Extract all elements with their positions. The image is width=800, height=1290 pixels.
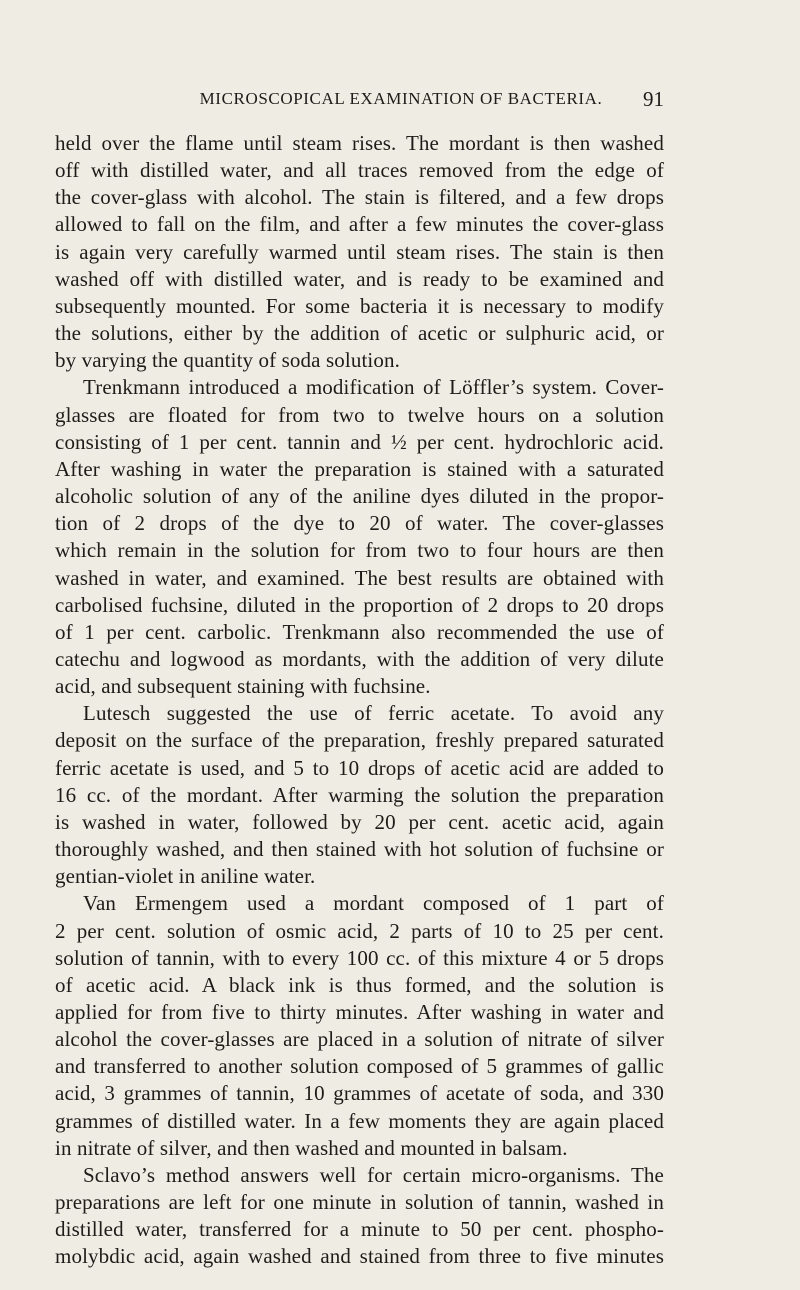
text-line: glasses are floated for from two to twelve hours on a solution [55,402,664,427]
text-line: is again very carefully warmed until steam rises. The stain is then [55,239,664,264]
text-line: Sclavo’s method answers well for certain micro-organisms. The [83,1162,664,1187]
text-line: Trenkmann introduced a modification of Löffler’s system. Cover- [83,375,664,400]
text-line: ferric acetate is used, and 5 to 10 drops of acetic acid are added to [55,755,664,780]
body-text [55,130,664,1271]
text-line: After washing in water the preparation is stained with a saturated [55,456,664,481]
text-line: by varying the quantity of soda solution. [55,348,400,373]
text-line: washed in water, and examined. The best results are obtained with [55,565,664,590]
text-line: tion of 2 drops of the dye to 20 of water. The cover-glasses [55,511,664,536]
text-line: and transferred to another solution composed of 5 grammes of gallic [55,1054,664,1079]
text-line: 16 cc. of the mordant. After warming the solution the preparation [55,782,664,807]
text-line: deposit on the surface of the preparation, freshly prepared saturated [55,728,664,753]
text-line: allowed to fall on the film, and after a few minutes the cover-glass [55,212,664,237]
text-line: catechu and logwood as mordants, with the addition of very dilute [55,646,664,671]
text-line: washed off with distilled water, and is ready to be examined and [55,266,664,291]
text-line: grammes of distilled water. In a few moments they are again placed [55,1108,664,1133]
text-line: of acetic acid. A black ink is thus formed, and the solution is [55,972,664,997]
page-number: 91 [643,87,664,111]
text-line: gentian-violet in aniline water. [55,864,316,889]
text-line: acid, and subsequent staining with fuchsine. [55,674,431,699]
running-title: MICROSCOPICAL EXAMINATION OF BACTERIA. [199,89,603,108]
text-line: which remain in the solution for from two to four hours are then [55,538,664,563]
running-head [138,84,664,114]
text-line: held over the flame until steam rises. The mordant is then washed [55,131,664,155]
text-line: alcohol the cover-glasses are placed in a solution of nitrate of silver [55,1027,664,1052]
text-line: of 1 per cent. carbolic. Trenkmann also recommended the use of [55,619,664,644]
text-line: distilled water, transferred for a minute to 50 per cent. phospho- [55,1217,664,1242]
text-line: applied for from five to thirty minutes. After washing in water and [55,1000,664,1024]
text-line: Lutesch suggested the use of ferric acetate. To avoid any [83,701,664,726]
text-line: solution of tannin, with to every 100 cc. of this mixture 4 or 5 drops [55,945,664,970]
text-line: 2 per cent. solution of osmic acid, 2 parts of 10 to 25 per cent. [55,918,664,943]
text-line: the cover-glass with alcohol. The stain is filtered, and a few drops [55,185,664,210]
text-line: thoroughly washed, and then stained with hot solution of fuchsine or [55,837,664,862]
text-line: the solutions, either by the addition of acetic or sulphuric acid, or [55,321,664,346]
text-line: Van Ermengem used a mordant composed of 1 part of [83,891,664,916]
text-line: consisting of 1 per cent. tannin and ½ per cent. hydrochloric acid. [55,429,664,454]
text-line: molybdic acid, again washed and stained from three to five minutes [55,1244,664,1269]
text-line: off with distilled water, and all traces removed from the edge of [55,158,664,183]
text-line: acid, 3 grammes of tannin, 10 grammes of acetate of soda, and 330 [55,1081,664,1106]
text-line: is washed in water, followed by 20 per cent. acetic acid, again [55,809,664,834]
text-line: in nitrate of silver, and then washed and mounted in balsam. [55,1135,568,1160]
text-line: alcoholic solution of any of the aniline dyes diluted in the propor- [55,484,664,509]
text-line: carbolised fuchsine, diluted in the proportion of 2 drops to 20 drops [55,592,664,617]
text-line: preparations are left for one minute in solution of tannin, washed in [55,1190,664,1215]
text-line: subsequently mounted. For some bacteria it is necessary to modify [55,293,664,318]
